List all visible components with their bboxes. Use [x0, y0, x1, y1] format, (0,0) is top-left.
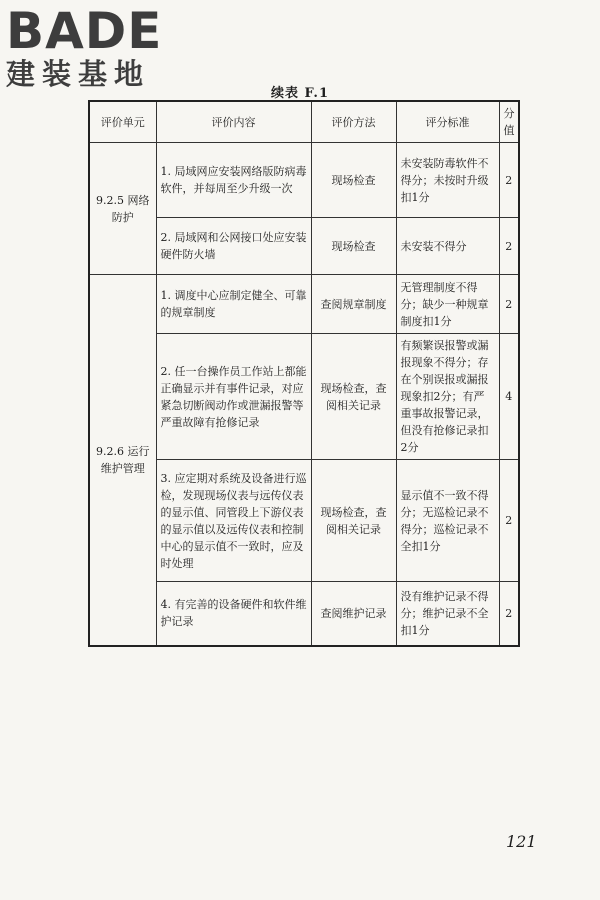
evaluation-table	[88, 100, 520, 647]
unit-cell: 9.2.5 网络防护	[89, 143, 156, 275]
header-method: 评价方法	[311, 101, 396, 143]
logo-brand: BADE	[6, 2, 163, 60]
method-cell: 查阅维护记录	[311, 582, 396, 646]
score-cell: 4	[499, 334, 519, 460]
criteria-cell: 未安装不得分	[396, 218, 499, 275]
logo-subtitle: 建装基地	[6, 57, 151, 91]
logo	[6, 4, 162, 90]
content-cell: 3. 应定期对系统及设备进行巡检，发现现场仪表与远传仪表的显示值、同管段上下游仪表的显示值以及远传仪表和控制中心的显示值不一致时，应及时处理	[156, 460, 311, 582]
content-cell: 2. 任一台操作员工作站上都能正确显示并有事件记录，对应紧急切断阀动作或泄漏报警等严重故障有抢修记录	[156, 334, 311, 460]
criteria-cell: 无管理制度不得分；缺少一种规章制度扣1分	[396, 275, 499, 334]
score-cell: 2	[499, 275, 519, 334]
content-cell: 1. 局域网应安装网络版防病毒软件，并每周至少升级一次	[156, 143, 311, 218]
score-cell: 2	[499, 460, 519, 582]
table-row	[89, 275, 519, 334]
header-unit: 评价单元	[89, 101, 156, 143]
method-cell: 现场检查	[311, 143, 396, 218]
content-cell: 2. 局域网和公网接口处应安装硬件防火墙	[156, 218, 311, 275]
unit-cell: 9.2.6 运行维护管理	[89, 275, 156, 646]
method-cell: 现场检查，查阅相关记录	[311, 334, 396, 460]
content-cell: 1. 调度中心应制定健全、可靠的规章制度	[156, 275, 311, 334]
header-score: 分值	[499, 101, 519, 143]
table-row	[89, 143, 519, 218]
method-cell: 查阅规章制度	[311, 275, 396, 334]
table-header-row	[89, 101, 519, 143]
method-cell: 现场检查	[311, 218, 396, 275]
score-cell: 2	[499, 218, 519, 275]
criteria-cell: 未安装防毒软件不得分；未按时升级扣1分	[396, 143, 499, 218]
header-criteria: 评分标准	[396, 101, 499, 143]
method-cell: 现场检查，查阅相关记录	[311, 460, 396, 582]
criteria-cell: 有频繁误报警或漏报现象不得分；存在个别误报或漏报现象扣2分；有严重事故报警记录，但没有抢修记录扣2分	[396, 334, 499, 460]
criteria-cell: 没有维护记录不得分；维护记录不全扣1分	[396, 582, 499, 646]
content-cell: 4. 有完善的设备硬件和软件维护记录	[156, 582, 311, 646]
score-cell: 2	[499, 582, 519, 646]
criteria-cell: 显示值不一致不得分；无巡检记录不得分；巡检记录不全扣1分	[396, 460, 499, 582]
table-title: 续表 F.1	[270, 86, 330, 101]
score-cell: 2	[499, 143, 519, 218]
header-content: 评价内容	[156, 101, 311, 143]
page-number: 121	[506, 832, 537, 851]
